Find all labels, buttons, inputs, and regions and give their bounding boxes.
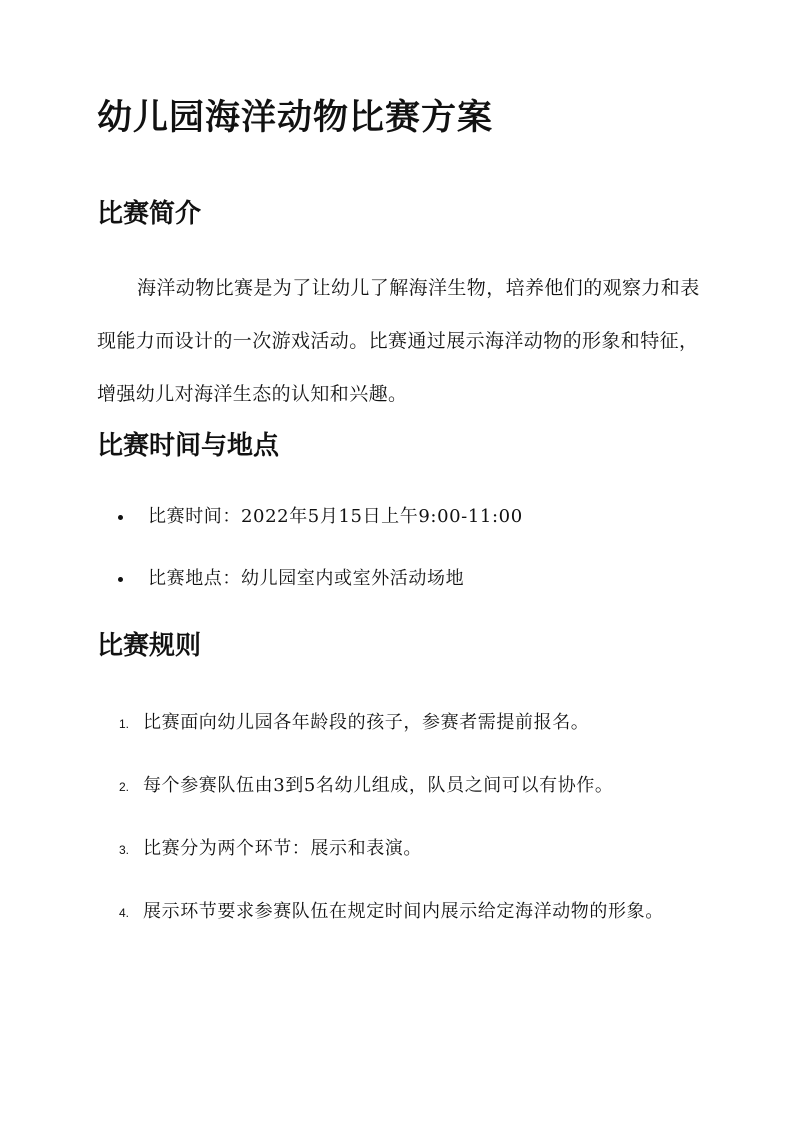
list-item-text: 每个参赛队伍由3到5名幼儿组成，队员之间可以有协作。 [143,775,614,796]
rules-list [97,700,697,952]
document-title: 幼儿园海洋动物比赛方案 [97,97,494,138]
list-item-text: 展示环节要求参赛队伍在规定时间内展示给定海洋动物的形象。 [143,901,664,922]
bullet-icon [118,577,123,582]
list-item [97,560,523,622]
list-item [97,826,697,872]
section-heading-intro: 比赛简介 [97,199,202,229]
list-item [97,763,697,809]
list-item [97,889,697,935]
list-item-text: 比赛地点：幼儿园室内或室外活动场地 [148,568,465,589]
section-heading-rules: 比赛规则 [97,631,202,661]
list-number: 2. [119,780,130,794]
list-item-text: 比赛面向幼儿园各年龄段的孩子，参赛者需提前报名。 [143,712,590,733]
list-item-text: 比赛时间：2022年5月15日上午9:00-11:00 [148,506,523,527]
section-heading-time-place: 比赛时间与地点 [97,431,280,461]
list-item [97,700,697,746]
intro-paragraph: 海洋动物比赛是为了让幼儿了解海洋生物，培养他们的观察力和表现能力而设计的一次游戏活动。比赛通过展示海洋动物的形象和特征，增强幼儿对海洋生态的认知和兴趣。 [97,277,700,405]
list-number: 1. [119,717,130,731]
list-item-text: 比赛分为两个环节：展示和表演。 [143,838,422,859]
list-number: 4. [119,906,130,920]
list-item [97,498,523,560]
bullet-icon [118,515,123,520]
time-place-list [97,498,523,622]
list-number: 3. [119,843,130,857]
